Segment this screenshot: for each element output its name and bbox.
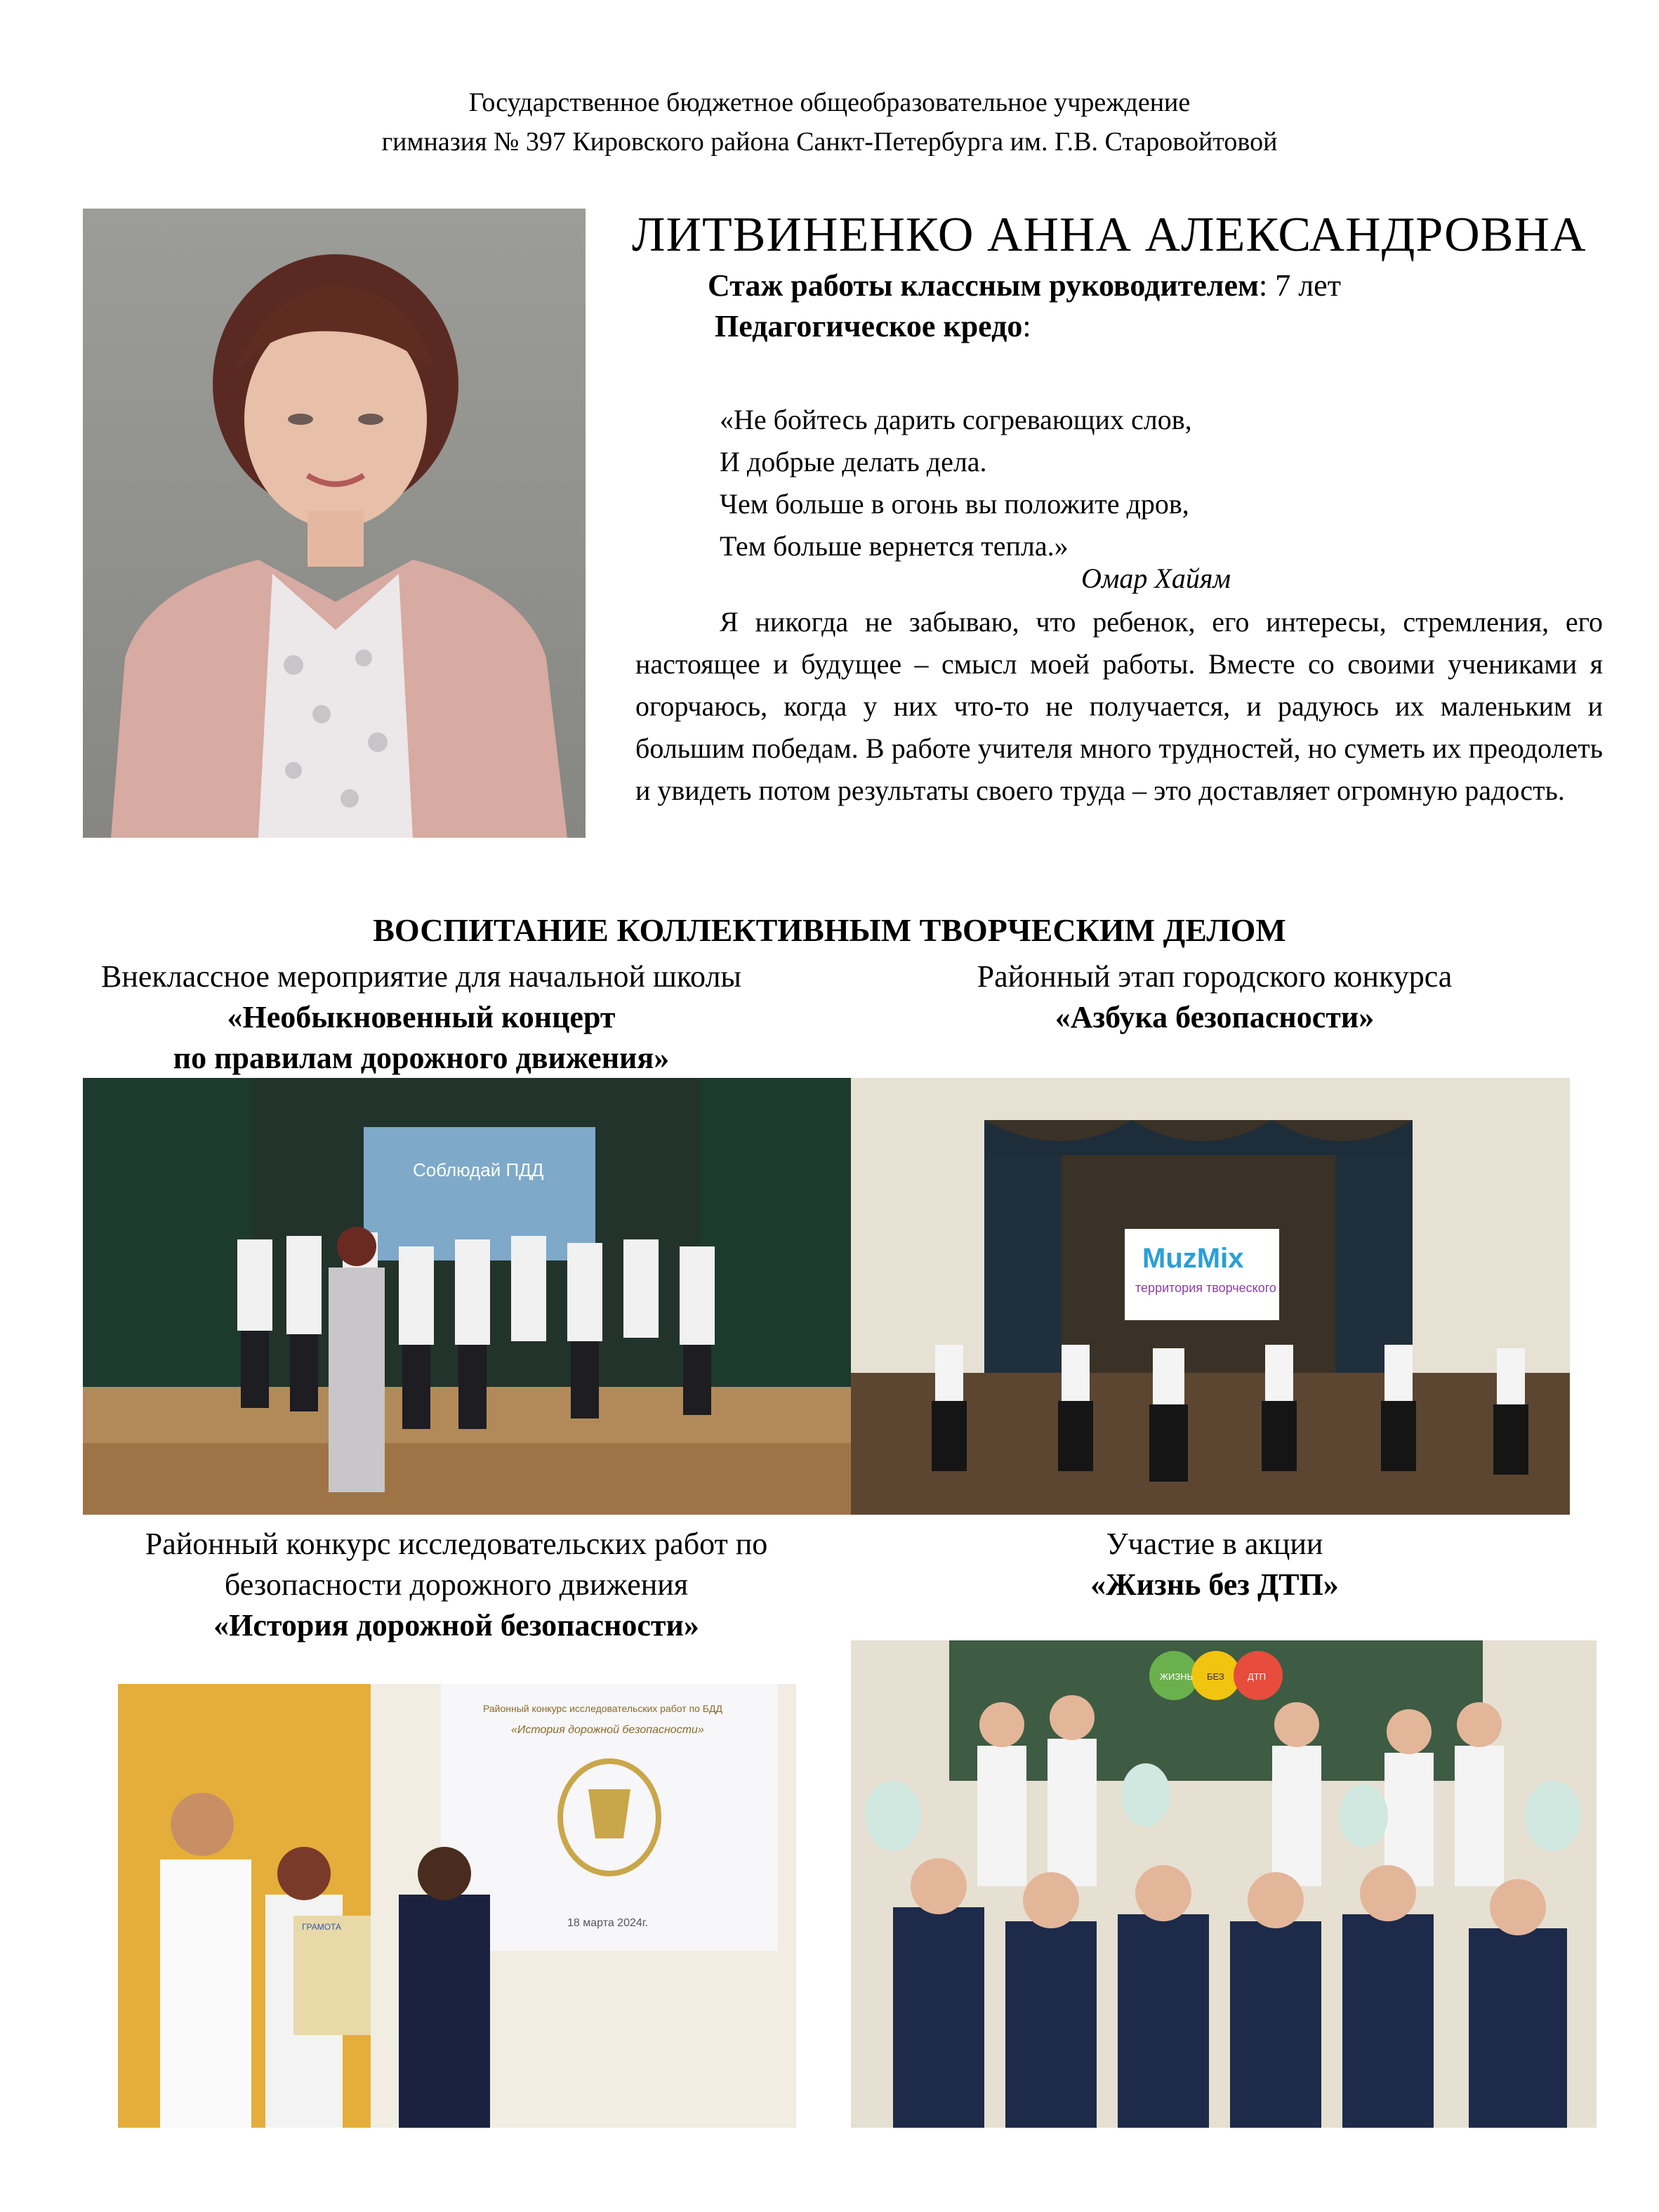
slide-date: 18 марта 2024г. — [567, 1917, 649, 1929]
poem-line: Тем больше вернется тепла.» — [720, 530, 1069, 562]
diploma-title: ГРАМОТА — [302, 1922, 341, 1932]
experience-label: Стаж работы классным руководителем — [708, 268, 1259, 303]
poster-word-1: ЖИЗНЬ — [1160, 1671, 1194, 1682]
school-header — [0, 83, 1659, 162]
caption-title: «Необыкновенный концерт — [227, 1000, 616, 1034]
caption-text: Районный этап городского конкурса — [977, 959, 1453, 994]
event-caption-concert — [70, 956, 772, 1079]
poem-line: Чем больше в огонь вы положите дров, — [720, 488, 1189, 520]
slide-text: Соблюдай ПДД — [413, 1159, 544, 1180]
slide-subtitle: территория творческого — [1135, 1281, 1276, 1295]
teacher-name: ЛИТВИНЕНКО АННА АЛЕКСАНДРОВНА — [632, 208, 1587, 262]
poem-line: И добрые делать дела. — [720, 446, 987, 478]
header-line-1: Государственное бюджетное общеобразовательное учреждение — [468, 88, 1191, 117]
slide-title: MuzMix — [1142, 1243, 1244, 1274]
experience-value: : 7 лет — [1259, 268, 1341, 303]
poem-author: Омар Хайям — [1081, 562, 1231, 594]
history-award-photo — [118, 1684, 796, 2128]
concert-photo — [83, 1078, 851, 1515]
slide-line-2: «История дорожной безопасности» — [511, 1724, 704, 1736]
caption-text: Внеклассное мероприятие для начальной школы — [101, 959, 741, 994]
event-caption-azbuka — [864, 956, 1566, 1038]
credo-colon: : — [1022, 309, 1031, 343]
azbuka-dance-photo — [851, 1078, 1570, 1515]
poem — [720, 399, 1351, 567]
section-title: ВОСПИТАНИЕ КОЛЛЕКТИВНЫМ ТВОРЧЕСКИМ ДЕЛОМ — [373, 912, 1286, 948]
caption-title: по правилам дорожного движения» — [173, 1041, 670, 1075]
header-line-2: гимназия № 397 Кировского района Санкт-Петербурга им. Г.В. Старовойтовой — [381, 127, 1278, 157]
caption-text: Участие в акции — [1106, 1527, 1323, 1561]
credo-line — [715, 306, 1031, 347]
caption-text: безопасности дорожного движения — [224, 1567, 689, 1602]
credo-label: Педагогическое кредо — [715, 309, 1023, 343]
event-caption-history — [70, 1524, 842, 1646]
teacher-portrait-photo — [83, 209, 586, 838]
zhizn-bez-dtp-photo — [851, 1640, 1597, 2128]
credo-paragraph: Я никогда не забываю, что ребенок, его интересы, стремления, его настоящее и будущее – смысл моей работы. Вместе со своими учениками я огорчаюсь, когда у них что-то не получается, и радуюсь их маленьким и большим победам. В работе учителя много трудностей, но суметь их преодолеть и увидеть потом результаты своего труда – это доставляет огромную радость. — [635, 606, 1603, 806]
caption-title: «Жизнь без ДТП» — [1090, 1567, 1339, 1602]
caption-text: Районный конкурс исследовательских работ по — [145, 1527, 768, 1561]
caption-title: «История дорожной безопасности» — [213, 1608, 699, 1642]
poster-word-2: БЕЗ — [1207, 1671, 1224, 1682]
caption-title: «Азбука безопасности» — [1055, 1000, 1375, 1034]
experience-line — [708, 265, 1341, 306]
poster-word-3: ДТП — [1248, 1671, 1267, 1682]
poem-line: «Не бойтесь дарить согревающих слов, — [720, 404, 1192, 435]
slide-line-1: Районный конкурс исследовательских работ по БДД — [483, 1703, 722, 1714]
event-caption-zhizn — [864, 1524, 1566, 1605]
